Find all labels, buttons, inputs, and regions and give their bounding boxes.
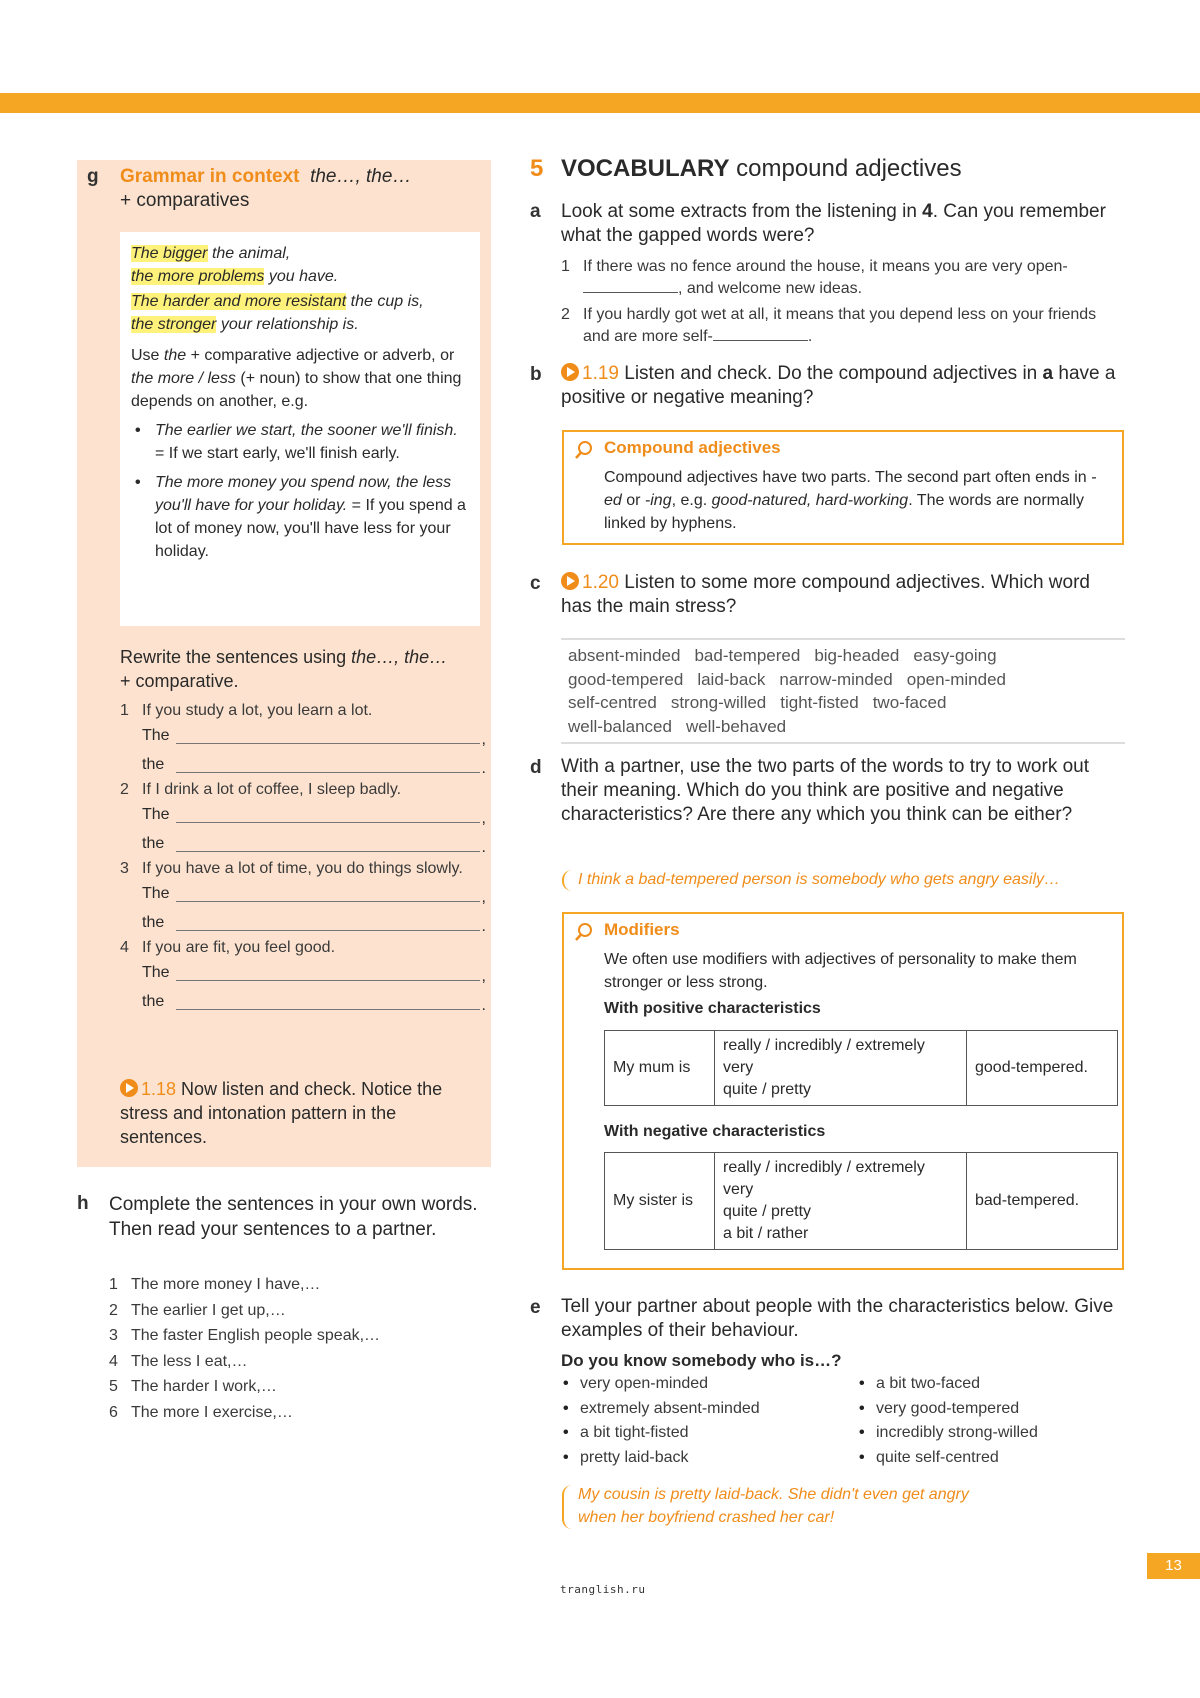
- list-item: • pretty laid-back: [561, 1446, 760, 1471]
- gap-blank[interactable]: [713, 327, 808, 341]
- table-cell-subject: My mum is: [605, 1031, 715, 1106]
- e-instruction: Tell your partner about people with the characteristics below. Give examples of their behaviour.: [561, 1296, 1114, 1341]
- word-item: good-tempered: [568, 669, 684, 689]
- section-letter-c: c: [530, 573, 541, 594]
- exercise-item: 3 If you have a lot of time, you do things slowly.: [120, 860, 463, 877]
- answer-line[interactable]: The ,: [142, 727, 486, 748]
- example-1: The bigger the animal, the more problems you have.: [131, 245, 339, 285]
- negative-heading: With negative characteristics: [604, 1123, 826, 1140]
- top-color-bar: [0, 93, 1200, 113]
- rule-examples: [131, 419, 469, 563]
- audio-icon[interactable]: [120, 1079, 138, 1097]
- word-item: big-headed: [814, 646, 900, 665]
- list-item: • quite self-centred: [857, 1446, 1038, 1471]
- a-instruction: Look at some extracts from the listening in 4. Can you remember what the gapped words were?: [561, 201, 1106, 246]
- tip-text: We often use modifiers with adjectives of personality to make them stronger or less strong.: [604, 951, 1077, 991]
- a-items: [561, 256, 1101, 352]
- exercise-item: 1 If you study a lot, you learn a lot.: [120, 702, 373, 719]
- section-letter-a: a: [530, 201, 541, 222]
- table-cell-adjective: good-tempered.: [967, 1031, 1118, 1106]
- d-instruction: With a partner, use the two parts of the words to try to work out their meaning. Which do you think are positive and negative characteristics? Are there any which you think can be either?: [561, 756, 1090, 825]
- list-item: • incredibly strong-willed: [857, 1421, 1038, 1446]
- list-item: • very good-tempered: [857, 1397, 1038, 1422]
- rule-example-bullet: • The earlier we start, the sooner we'll finish. = If we start early, we'll finish early.: [131, 419, 469, 465]
- section-letter-d: d: [530, 757, 542, 778]
- e-question: Do you know somebody who is…?: [561, 1351, 842, 1370]
- tip-title: Compound adjectives: [604, 438, 781, 457]
- section-letter-e: e: [530, 1297, 541, 1318]
- section-letter-b: b: [530, 364, 542, 385]
- section-title: VOCABULARY compound adjectives: [561, 155, 962, 182]
- grammar-in-context-label: Grammar in context: [120, 166, 300, 187]
- h-sentence-list: [109, 1272, 489, 1425]
- table-cell-modifiers: really / incredibly / extremely very quite / pretty a bit / rather: [715, 1153, 967, 1250]
- speech-bubble-e: My cousin is pretty laid-back. She didn't even get angry when her boyfriend crashed her car!: [562, 1483, 982, 1529]
- list-item: 3 The faster English people speak,…: [109, 1327, 381, 1344]
- list-item: • extremely absent-minded: [561, 1397, 760, 1422]
- listen-instruction-g: 1.18 Now listen and check. Notice the stress and intonation pattern in the sentences.: [120, 1079, 443, 1147]
- section-letter-h: h: [77, 1193, 89, 1214]
- audio-track-number: 1.18: [141, 1079, 177, 1099]
- b-instruction: 1.19 Listen and check. Do the compound adjectives in a have a positive or negative meaning?: [561, 363, 1116, 408]
- answer-line[interactable]: The ,: [142, 885, 486, 906]
- gap-blank[interactable]: [583, 279, 678, 293]
- grammar-title-rest: + comparatives: [120, 190, 250, 211]
- word-item: narrow-minded: [779, 669, 893, 689]
- section-number: 5: [530, 155, 544, 182]
- speech-bubble-d: I think a bad-tempered person is somebody who gets angry easily…: [562, 868, 1122, 891]
- list-item: 6 The more I exercise,…: [109, 1403, 293, 1421]
- e-column-1: [561, 1372, 760, 1470]
- answer-line[interactable]: the .: [142, 914, 486, 935]
- audio-icon[interactable]: [561, 572, 579, 590]
- tip-text: Compound adjectives have two parts. The second part often ends in -ed or -ing, e.g. good-natured, hard-working. The words are normally linked by hyphens.: [604, 469, 1097, 532]
- page-number: 13: [1147, 1553, 1200, 1579]
- e-column-2: [857, 1372, 1038, 1470]
- example-2: The harder and more resistant the cup is, the stronger your relationship is.: [131, 293, 424, 333]
- rule-example-bullet: • The more money you spend now, the less you'll have for your holiday. = If you spend a lot of money now, you'll have less for your holiday.: [131, 471, 469, 563]
- list-item: • very open-minded: [561, 1372, 760, 1397]
- h-instruction: Complete the sentences in your own words. Then read your sentences to a partner.: [109, 1194, 478, 1240]
- list-item: 5 The harder I work,…: [109, 1378, 277, 1395]
- audio-icon[interactable]: [561, 363, 579, 381]
- exercise-item: 4 If you are fit, you feel good.: [120, 939, 336, 956]
- word-item: absent-minded: [568, 646, 681, 665]
- answer-line[interactable]: the .: [142, 835, 486, 856]
- positive-modifiers-table: [604, 1030, 1118, 1106]
- word-item: tight-fisted: [780, 693, 859, 712]
- answer-line[interactable]: The ,: [142, 806, 486, 827]
- list-item: 4 The less I eat,…: [109, 1352, 248, 1370]
- rewrite-instruction: Rewrite the sentences using the…, the… + comparative.: [120, 647, 448, 691]
- word-item: well-balanced: [568, 716, 672, 736]
- table-cell-subject: My sister is: [605, 1153, 715, 1250]
- grammar-heading: [120, 165, 480, 213]
- list-item: • a bit tight-fisted: [561, 1421, 760, 1446]
- word-item: two-faced: [872, 693, 947, 712]
- word-item: open-minded: [906, 669, 1006, 689]
- list-item: 2 If you hardly got wet at all, it means that you depend less on your friends and are more self- .: [561, 306, 1097, 345]
- word-item: self-centred: [568, 693, 657, 712]
- word-box: [561, 638, 1125, 744]
- list-item: 1 If there was no fence around the house, it means you are very open-, and welcome new ideas.: [561, 258, 1068, 297]
- table-cell-adjective: bad-tempered.: [967, 1153, 1118, 1250]
- list-item: • a bit two-faced: [857, 1372, 1038, 1397]
- negative-modifiers-table: [604, 1152, 1118, 1250]
- answer-line[interactable]: the .: [142, 993, 486, 1014]
- list-item: 2 The earlier I get up,…: [109, 1301, 286, 1319]
- grammar-title-italic: the…, the…: [310, 166, 412, 187]
- grammar-rule-box: [120, 232, 480, 626]
- word-item: bad-tempered: [694, 646, 801, 665]
- section-letter-g: g: [87, 166, 99, 187]
- positive-heading: With positive characteristics: [604, 1000, 821, 1017]
- word-item: easy-going: [913, 646, 997, 665]
- answer-line[interactable]: the .: [142, 756, 486, 777]
- rewrite-exercise: [120, 700, 486, 1016]
- search-icon: [574, 440, 594, 460]
- word-item: laid-back: [697, 669, 766, 689]
- answer-line[interactable]: The ,: [142, 964, 486, 985]
- grammar-rule-text: Use the + comparative adjective or adverb, or the more / less (+ noun) to show that one thing depends on another, e.g.: [131, 347, 462, 410]
- c-instruction: 1.20 Listen to some more compound adjectives. Which word has the main stress?: [561, 572, 1090, 617]
- footer-watermark: tranglish.ru: [560, 1583, 646, 1596]
- compound-adjectives-tip: [562, 430, 1124, 545]
- word-item: strong-willed: [670, 693, 767, 712]
- table-cell-modifiers: really / incredibly / extremely very quite / pretty: [715, 1031, 967, 1106]
- list-item: 1 The more money I have,…: [109, 1276, 321, 1293]
- word-item: well-behaved: [685, 716, 787, 736]
- tip-title: Modifiers: [604, 920, 680, 939]
- search-icon: [574, 922, 594, 942]
- exercise-item: 2 If I drink a lot of coffee, I sleep badly.: [120, 781, 402, 798]
